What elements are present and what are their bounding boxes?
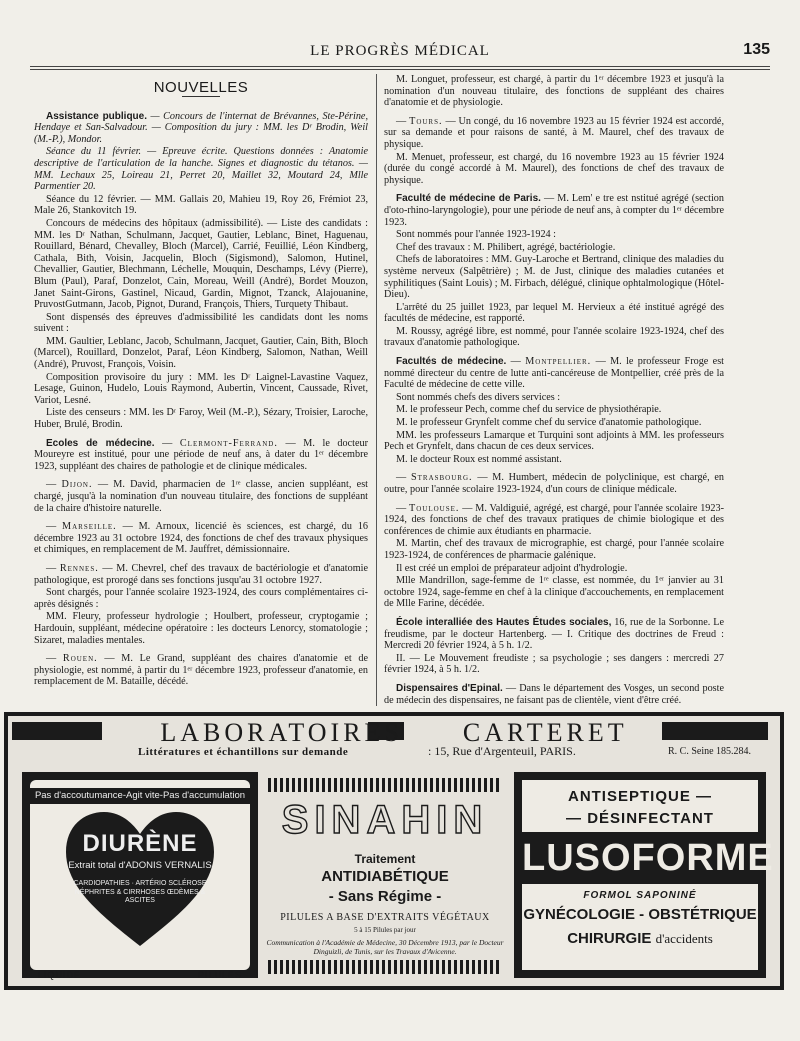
lead-heading: Assistance publique. bbox=[46, 110, 148, 122]
paragraph: Séance du 11 février. — Epreuve écrite. Questions données : Anatomie descriptive de l'articulation de la hanche. Signes et diagnostic du tétanos. — MM. Lechaux 25, Loireau 21, Perret 20, Maillet 32, Moutard 24, Mlle Parmentier 20. bbox=[34, 146, 368, 193]
sinahin-dose: 5 à 15 Pilules par jour bbox=[354, 926, 416, 934]
section-heading: NOUVELLES bbox=[153, 79, 249, 96]
sinahin-communication: Communication à l'Académie de Médecine, 30 Décembre 1913, par le Docteur Dinguizli, de Tunis, sur les Travaux d'Avicenne. bbox=[266, 938, 504, 956]
paragraph: M. Roussy, agrégé libre, est nommé, pour l'année scolaire 1923-1924, chef des travaux d'anatomie pathologique. bbox=[384, 325, 724, 349]
diurene-header: Pas d'accoutumance-Agit vite-Pas d'accumulation bbox=[30, 788, 250, 804]
paragraph: Mlle Mandrillon, sage-femme de 1ʳᵉ classe, est nommée, du 1ᵉʳ janvier au 31 octobre 1924, sage-femme en chef à la clinique d'accouchements, en remplacement de Mlle Farine, décédée. bbox=[384, 575, 724, 610]
sinahin-pilules: PILULES A BASE D'EXTRAITS VÉGÉTAUX bbox=[280, 912, 490, 923]
paragraph: — Toulouse. — M. Valdiguié, agrégé, est chargé, pour l'année scolaire 1923-1924, des fonctions de chef des travaux pratiques de chimie biologique et des conférences de chimie aux étudiants en pharmacie. bbox=[384, 502, 724, 537]
right-column bbox=[384, 74, 724, 707]
page-header bbox=[30, 40, 770, 66]
paragraph: Sont chargés, pour l'année scolaire 1923-1924, des cours complémentaires ci-après désignés : bbox=[34, 587, 368, 610]
paragraph: M. Longuet, professeur, est chargé, à partir du 1ᵉʳ décembre 1923 et jusqu'à la nomination d'un nouveau titulaire, des fonctions de suppléant des chaires d'anatomie et de physiologie. bbox=[384, 74, 724, 109]
city-name: Tours. bbox=[409, 115, 443, 127]
paragraph: M. le professeur Grynfelt comme chef du service d'anatomie pathologique. bbox=[396, 417, 702, 429]
paragraph: — Rennes. — M. Chevrel, chef des travaux de bactériologie et d'anatomie pathologique, est prorogé dans ses fonctions jusqu'au 31 octobre 1927. bbox=[34, 562, 369, 586]
ad-banner bbox=[8, 716, 780, 770]
paragraph: Sont nommés chefs des divers services : bbox=[396, 391, 561, 403]
paragraph: Facultés de médecine. — Montpellier. — M. le professeur Froge est nommé directeur du centre de lutte anti-cancéreuse de Montpellier, créé près de la Faculté de médecine de cette ville. bbox=[384, 356, 724, 391]
paragraph: Sont nommés pour l'année 1923-1924 : bbox=[396, 229, 557, 241]
paragraph: — Rouen. — M. Le Grand, suppléant des chaires d'anatomie et de physiologie, est nommé, à partir du 1ᵉʳ décembre 1923, professeur d'anatomie, en remplacement de M. Bataille, décédé. bbox=[34, 653, 369, 688]
paragraph: Ecoles de médecine. — Clermont-Ferrand. — M. le docteur Moureyre est institué, pour une période de neuf ans, à dater du 1ᵉʳ décembre 1923, suppléant des chaires de pathologie et de clinique médicales. bbox=[34, 437, 368, 472]
paragraph: L'arrêté du 25 juillet 1923, par lequel M. Hervieux a été institué agrégé des facultés de médecine, est rapporté. bbox=[384, 301, 724, 325]
diurene-box bbox=[30, 780, 250, 980]
paragraph: Chefs de laboratoires : MM. Guy-Laroche et Bertrand, clinique des maladies du système nerveux (Salpêtrière) ; M. de Just, clinique des maladies cutanées et syphilitiques (Saint Louis) ; M. Firbach, délégué, clinique ophtalmologique (Hôtel-Dieu). bbox=[384, 254, 724, 301]
column-divider bbox=[376, 74, 377, 706]
paragraph: M. Menuet, professeur, est chargé, du 16 novembre 1923 au 15 février 1924 (durée du congé accordé à M. Maurel), des fonctions de chef des travaux de physique. bbox=[384, 151, 724, 186]
sinahin-traitement: Traitement bbox=[354, 852, 416, 866]
lusoforme-desinfectant: — DÉSINFECTANT bbox=[566, 810, 714, 827]
diurene-indications: CARDIOPATHIES · ARTÉRIO SCLÉROSE NÉPHRITES & CIRRHOSES ŒDÈMES & ASCITES bbox=[73, 880, 207, 904]
registry-line: R. C. Seine 185.284. bbox=[668, 746, 752, 757]
laboratoires-title: LABORATOIRES CARTERET bbox=[160, 718, 628, 747]
diurene-name: DIURÈNE bbox=[82, 830, 198, 857]
lusoforme-gynecologie: GYNÉCOLOGIE - OBSTÉTRIQUE bbox=[523, 906, 757, 923]
decorative-band bbox=[268, 778, 502, 792]
paragraph: — Strasbourg. — M. Humbert, médecin de polyclinique, est chargé, en outre, pour l'année scolaire 1923-1924, d'un cours de clinique médicale. bbox=[384, 472, 725, 495]
sinahin-panel bbox=[262, 772, 508, 978]
paragraph: MM. les professeurs Lamarque et Turquini sont adjoints à MM. les professeurs Pech et Grynfelt, dans chacun de ces deux services. bbox=[384, 429, 724, 453]
paragraph: Dispensaires d'Epinal. — Dans le département des Vosges, un second poste de médecin des dispensaires, ne faisant pas de clientèle, vient d'être créé. bbox=[384, 682, 724, 706]
city-name: Toulouse. bbox=[409, 502, 460, 514]
paragraph: Concours de médecins des hôpitaux (admissibilité). — Liste des candidats : MM. les Dʳ Nathan, Schulmann, Jacquet, Gautier, Leblanc, Binet, Haguenau, Rouillard, Bénard, Chevalley, Bloch (Marcel), Carrié, Feuillié, Léon Kindberg, Cathala, Bith, Voisin, Jacquelin, Bloch (Sigismond), Salomon, Hutinel, Chevallier, Gautier, Blechmann, Léchelle, Mouquin, Deschamps, Lévy (Pierre), Blum (Paul), Paraf, Donzelot, Cain, Moreau, Weill (André), Bordet Mouzon, Janet Saint-Girons, Gastinel, Nicaud, Gardin, Mignot, Tzanck, Alajouanine, PruvostGutmann, Jacob, Pignot, Durand, François, Thiers, Turquety Thibaut. bbox=[34, 217, 368, 311]
lead-heading: École interalliée des Hautes Études sociales, bbox=[396, 616, 612, 628]
city-name: Marseille. bbox=[62, 521, 117, 533]
city-name: Rennes. bbox=[59, 562, 99, 574]
header-rule-2 bbox=[30, 69, 770, 70]
lead-heading: Facultés de médecine. bbox=[396, 356, 507, 368]
lusoforme-name: LUSOFORME bbox=[522, 832, 758, 884]
lusoforme-panel bbox=[514, 772, 774, 978]
advertisement bbox=[4, 712, 784, 990]
city-name: Montpellier. bbox=[525, 356, 592, 368]
lusoforme-formol: FORMOL SAPONINÉ bbox=[583, 890, 697, 901]
paragraph: Séance du 12 février. — MM. Gallais 20, Mahieu 19, Roy 26, Frémiot 23, Male 26, Stankovitch 19. bbox=[34, 193, 368, 217]
header-rule bbox=[30, 66, 770, 67]
paragraph: M. le professeur Pech, comme chef du service de physiothérapie. bbox=[396, 404, 662, 416]
lead-heading: Dispensaires d'Epinal. bbox=[396, 682, 503, 694]
diurene-subtitle: Extrait total d'ADONIS VERNALIS bbox=[68, 860, 212, 871]
lusoforme-box bbox=[522, 780, 774, 970]
lead-heading: Ecoles de médecine. bbox=[46, 437, 155, 449]
left-column bbox=[34, 74, 368, 689]
journal-title: LE PROGRÈS MÉDICAL bbox=[310, 43, 490, 59]
page-number: 135 bbox=[743, 41, 770, 58]
paragraph: Composition provisoire du jury : MM. les Dʳ Laignel-Lavastine Vaquez, Lesage, Guinon, Hudelo, Louis Raymond, Aubertin, Vincent, Caussade, Rivet, Variot, Lesné. bbox=[34, 371, 368, 406]
paragraph: Chef des travaux : M. Philibert, agrégé, bactériologie. bbox=[396, 241, 616, 253]
lusoforme-antiseptique: ANTISEPTIQUE — bbox=[567, 788, 712, 805]
heart-icon bbox=[62, 808, 218, 948]
paragraph: Assistance publique. — Concours de l'internat de Brévannes, Ste-Périne, Hendaye et San-Salvadour. — Composition du jury : MM. les Dʳ Brodin, Weil (M.-P.), Mondor. bbox=[34, 110, 368, 145]
literature-line: Littératures et échantillons sur demande bbox=[138, 746, 349, 758]
paragraph: — Dijon. — M. David, pharmacien de 1ʳᵉ classe, ancien suppléant, est chargé, jusqu'à la nomination d'un nouveau titulaire, des fonctions de suppléant de la chaire d'histoire naturelle. bbox=[34, 479, 368, 514]
sinahin-regime: - Sans Régime - bbox=[328, 888, 442, 905]
city-name: Strasbourg. bbox=[410, 472, 473, 484]
city-name: Dijon. bbox=[61, 479, 93, 491]
paragraph: Faculté de médecine de Paris. — M. Lem' e tre est nstitué agrégé (section d'oto-rhino-laryngologie), pour une période de neuf ans, à compter du 1ᵉʳ décembre 1923. bbox=[384, 193, 724, 228]
paragraph: — Tours. — Un congé, du 16 novembre 1923 au 15 février 1924 est accordé, sur sa demande et pour raisons de santé, à M. Maurel, chef des travaux de physique. bbox=[384, 115, 725, 150]
paragraph: Il est créé un emploi de préparateur adjoint d'hydrologie. bbox=[396, 562, 628, 574]
paragraph: Liste des censeurs : MM. les Dʳ Faroy, Weil (M.-P.), Sézary, Troisier, Laroche, Huber, Brulé, Brodin. bbox=[34, 407, 368, 431]
lead-heading: Faculté de médecine de Paris. bbox=[396, 193, 541, 205]
diurene-panel bbox=[22, 772, 258, 978]
lusoforme-chirurgie: CHIRURGIE d'accidents bbox=[567, 930, 713, 947]
sinahin-name: SINAHIN bbox=[281, 798, 489, 842]
paragraph: Sont dispensés des épreuves d'admissibilité les candidats dont les noms suivent : bbox=[34, 311, 368, 335]
paragraph: II. — Le Mouvement freudiste ; sa psychologie ; ses dangers : mercredi 27 février 1924, à 5 h. 1/2. bbox=[384, 652, 724, 676]
paragraph: M. Martin, chef des travaux de micrographie, est chargé, pour l'année scolaire 1923-1924, de conférences de pharmacie galénique. bbox=[384, 538, 724, 561]
sinahin-antidiabetique: ANTIDIABÉTIQUE bbox=[321, 868, 449, 885]
address-line: : 15, Rue d'Argenteuil, PARIS. bbox=[428, 744, 576, 758]
diurene-liquide: LIQUIDE bbox=[38, 970, 82, 980]
paragraph: École interalliée des Hautes Études sociales, 16, rue de la Sorbonne. Le freudisme, par le docteur Hartenberg. — I. Critique des doctrines de Freud : Mercredi 20 février 1924, à 5 h. 1/2. bbox=[384, 616, 724, 652]
paragraph: — Marseille. — M. Arnoux, licencié ès sciences, est chargé, du 16 décembre 1923 au 31 octobre 1924, des fonctions de chef des travaux physiques et chimiques, en remplacement de M. Jauffret, démissionnaire. bbox=[34, 521, 369, 556]
paragraph: MM. Gaultier, Leblanc, Jacob, Schulmann, Jacquet, Gautier, Cain, Bith, Bloch (Marcel), Rouillard, Donzelot, Paraf, Léon Kindberg, Salomon, Nathan, Weill (André), Pruvost, François, Voisin. bbox=[34, 335, 368, 371]
city-name: Clermont-Ferrand. bbox=[179, 437, 278, 449]
paragraph: MM. Fleury, professeur hydrologie ; Houlbert, professeur, cryptogamie ; Hardouin, suppléant, médecine opératoire : les docteurs Lenorcy, stomatologie ; Sizaret, maladies mentales. bbox=[34, 611, 368, 646]
decorative-band bbox=[268, 960, 502, 974]
city-name: Rouen. bbox=[62, 653, 98, 665]
diurene-pilules: PILULES bbox=[197, 970, 242, 980]
paragraph: M. le docteur Roux est nommé assistant. bbox=[396, 453, 562, 465]
